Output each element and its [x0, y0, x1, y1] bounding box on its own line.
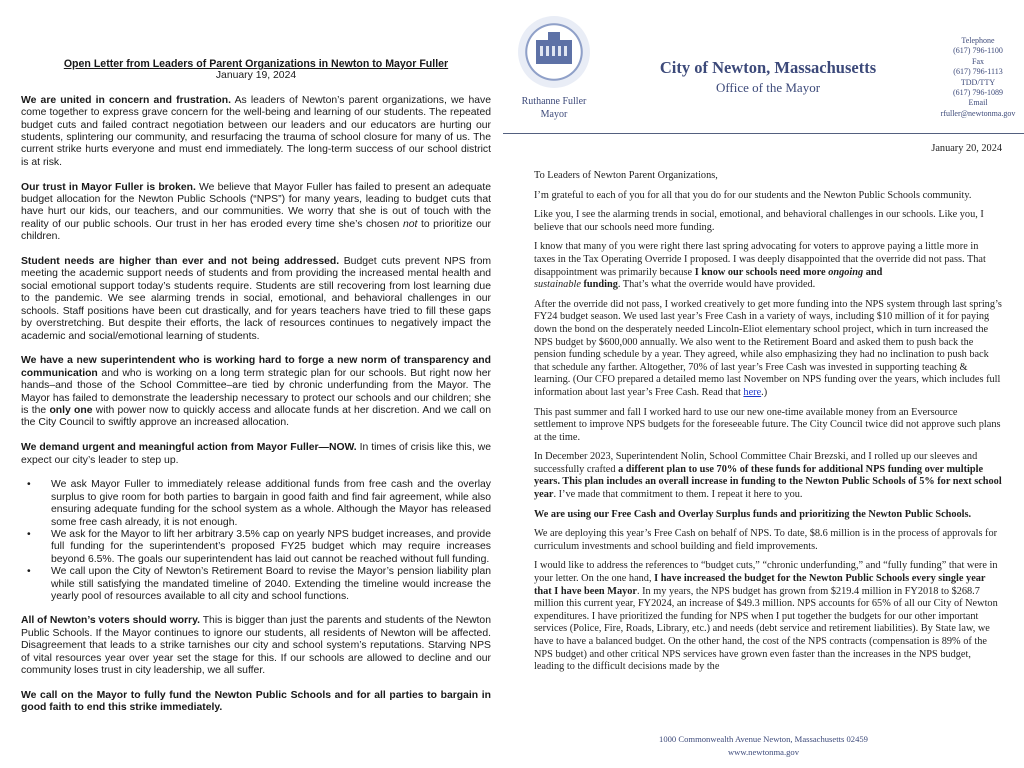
bold-text: I have increased the budget for the Newton Public Schools every single year that I have been Mayor — [534, 573, 986, 597]
office-title: Office of the Mayor — [715, 80, 821, 95]
open-letter-paragraph — [21, 615, 491, 677]
office-address: 1000 Commonwealth Avenue Newton, Massachusetts 02459 — [659, 734, 868, 744]
open-letter-paragraph — [21, 256, 491, 343]
letterhead-footer — [503, 733, 1024, 759]
contact-label: Telephone — [961, 36, 995, 45]
demands-list — [21, 479, 491, 603]
letter-paragraph — [534, 299, 1002, 400]
tdd-number: (617) 796-1089 — [953, 88, 1003, 98]
paragraph-text: After the override did not pass, I worked creatively to get more funding into the NPS system through last spring’s FY24 budget season. We used last year’s Free Cash in a variety of ways, including $10 million of it for paying down the bond on the desperately needed Lincoln-Eliot elementary school project, which in turn increased the NPS budget by $600,000 annually. We also went to the Retirement Board and asked them to push back the pension funding schedule by a year. They agreed, while also emphasizing they had no inclination to push back that schedule any farther. Altogether, 70% of last year’s Free Cash was invested in supporting teaching & learning. (Our CFO prepared a detailed memo last November on NPS funding over the years, which includes full information about last year’s Free Cash. Read that — [534, 298, 1002, 398]
paragraph-lead: We call on the Mayor to fully fund the Newton Public Schools and for all parties to bargain in good faith to end this strike immediately. — [21, 689, 491, 714]
contact-label: Fax — [972, 56, 984, 66]
paragraph-text: In times of crisis like this, we expect our city’s leader to step up. — [21, 442, 491, 466]
fax-number: (617) 796-1113 — [953, 67, 1003, 77]
open-letter-closing — [21, 690, 491, 715]
city-seal-icon — [518, 16, 590, 88]
email-address: rfuller@newtonma.gov — [940, 108, 1016, 118]
letter-paragraph — [534, 451, 1002, 501]
paragraph-text: with power now to quickly access and allocate funds at her discretion. And we call on the City Council to swiftly approve an increased allocation. — [21, 404, 491, 429]
paragraph-text: In December 2023, Superintendent Nolin, School Committee Chair Brezski, and I rolled up our sleeves and successfully crafted — [534, 451, 978, 475]
paragraph-text: .) — [761, 386, 768, 398]
letter-paragraph — [534, 241, 1002, 291]
open-letter-paragraph — [21, 355, 491, 429]
salutation: To Leaders of Newton Parent Organizations, — [534, 170, 718, 181]
letterhead-divider — [503, 133, 1024, 134]
contact-label: TDD/TTY — [960, 77, 996, 87]
paragraph-text: Budget cuts prevent NPS from meeting the academic support needs of students and from providing the increased mental health and social emotional support today’s students require. Students are still recovering from lost learning due to the pandemic. We see alarming trends in social, emotional, and behavioral challenges in our schools. Staff positions have been cut drastically, and for years teachers have tried to fill these gaps by overstretching. But despite their efforts, the lack of resources continues to negatively impact the academic and social/emotional learning of students. — [21, 256, 492, 342]
open-letter-title: Open Letter from Leaders of Parent Organizations in Newton to Mayor Fuller — [63, 58, 449, 70]
bold-text: a different plan to use 70% of these funds for additional NPS funding over multiple years. This plan includes an overall increase in funding to the Newton Public Schools of 5% for next school year — [534, 463, 1002, 501]
bold-text: and — [863, 266, 883, 278]
letter-paragraph — [534, 560, 1002, 673]
bold-text: only one — [49, 404, 93, 416]
paragraph-lead: All of Newton’s voters should worry. — [21, 615, 200, 627]
paragraph-text: . I’ve made that commitment to them. I repeat it here to you. — [553, 489, 803, 501]
letter-paragraph: This past summer and fall I worked hard to use our new one-time available money from an Eversource settlement to improve NPS budgets for the foreseeable future. The City Council twice did not approve such plans at the time. — [534, 406, 1001, 443]
mayor-letter — [503, 0, 1024, 768]
paragraph-text: This is bigger than just the parents and students of the Newton Public Schools. If the Mayor continues to ignore our students, all residents of Newton will be affected. Disagreement that leads to a strike tarnishes our city and school system’s reputations. Starving NPS of vital resources year over year set the stage for this. If our schools are allowed to decline and our community loses trust in city leadership, we all suffer. — [21, 615, 491, 677]
bold-text: We are using our Free Cash and Overlay Surplus funds and prioritizing the Newton Public Schools. — [534, 508, 972, 520]
paragraph-lead: Our trust in Mayor Fuller is broken. — [21, 181, 196, 193]
letter-paragraph: We are deploying this year’s Free Cash on behalf of NPS. To date, $8.6 million is in the process of approvals for curriculum investments and school building and field improvements. — [534, 528, 998, 552]
emphasis-text: not — [403, 218, 418, 230]
paragraph-text: We believe that Mayor Fuller has failed to present an adequate budget allocation for the Newton Public Schools (“NPS”) for many years, leading to budget cuts that have hurt our kids, our teachers, and our communities. We worry that she is out of touch with the reality of our public schools. Our trust in her has eroded every time she’s chosen — [21, 181, 491, 230]
paragraph-text: As leaders of Newton’s parent organizations, we have come together to express grave concern for the well-being and learning of our students. The repeated budget cuts and failed contract negotiation between our leaders and our educators are hurting our students, splintering our community, and resurfacing the trauma of school closure for many of us. The current strike hurts everyone and must end immediately. The long-term success of our school district is at risk. — [21, 94, 491, 168]
letter-paragraph — [534, 509, 1002, 522]
paragraph-text: . That’s what the override would have provided. — [617, 279, 816, 291]
mayor-name: Ruthanne Fuller — [521, 96, 587, 107]
cfo-memo-link[interactable]: here — [743, 386, 762, 398]
bold-text: I know our schools need more — [694, 266, 829, 278]
demand-item: • We call upon the City of Newton’s Retirement Board to revise the Mayor’s pension liability plan while still satisfying the mandated timeline of 2040. Extending the timeline would increase the yearly pool of resources available to all city and school functions. — [51, 566, 491, 603]
open-letter-paragraph — [21, 95, 491, 169]
letter-paragraph: I’m grateful to each of you for all that you do for our students and the Newton Public Schools community. — [534, 189, 972, 201]
bold-text: funding — [580, 279, 618, 291]
paragraph-text: to prioritize our children. — [21, 218, 491, 243]
demand-item: • We ask for the Mayor to lift her arbitrary 3.5% cap on yearly NPS budget increases, and provide full funding for the superintendent’s proposed FY25 budget which may require increases beyond 6.5%. The goals our superintendent has laid out cannot be reached without full funding. — [51, 529, 491, 566]
paragraph-text: I know that many of you were right there last spring advocating for voters to approve paying a little more in taxes in the Tax Operating Override I proposed. I was deeply disappointed that the override did not pass. That disappointment was primarily because — [534, 241, 986, 278]
letter-body — [534, 170, 1002, 681]
paragraph-text: . In my years, the NPS budget has grown from $219.4 million in FY2018 to $268.7 million this current year, FY2024, an increase of $49.3 million. NPS accounts for 65% of all our City of Newton expenditures. I have prioritized the funding for NPS when I put together the budgets for our other important services (Police, Fire, Roads, Library, etc.) and needs (debt service and retirement liabilities). By State law, we have to have a balanced budget. On the other hand, the cost of the NPS contracts (compensation is 89% of the NPS budget) and other critical NPS services have grown even faster than the increases in the NPS budget, leading to the difficult decisions made by the — [534, 585, 998, 673]
emphasis-text: ongoing — [828, 266, 864, 278]
paragraph-text: and who is working on a long term strategic plan for our schools. But right now her hands–and those of the School Committee–are tied by chronic underfunding from the Mayor. The Mayor has failed to demonstrate the leadership necessary to protect our schools and our children; she is the — [21, 367, 491, 416]
mayor-signature-block — [503, 95, 605, 121]
mayor-title: Mayor — [540, 109, 568, 120]
paragraph-lead: We are united in concern and frustration. — [21, 94, 232, 106]
open-letter-date: January 19, 2024 — [215, 70, 297, 82]
contact-label: Email — [968, 98, 988, 108]
paragraph-lead: Student needs are higher than ever and not being addressed. — [21, 256, 340, 268]
demand-item: • We ask Mayor Fuller to immediately release additional funds from free cash and the overlay surplus to give room for both parties to bargain in good faith and find fair agreement, while also ensuring adequate funding for the school system as a whole. Although the Mayor has released some free cash already, it is not enough. — [51, 479, 491, 529]
telephone-number: (617) 796-1100 — [953, 46, 1003, 56]
contact-block — [935, 36, 1021, 119]
city-title: City of Newton, Massachusetts — [659, 58, 877, 77]
open-letter-paragraph — [21, 442, 491, 467]
letter-date: January 20, 2024 — [931, 143, 1002, 154]
open-letter-paragraph — [21, 182, 491, 244]
paragraph-lead: We demand urgent and meaningful action from Mayor Fuller—NOW. — [21, 442, 357, 454]
city-hall-icon — [536, 40, 572, 64]
paragraph-text: I would like to address the references to “budget cuts,” “chronic underfunding,” and “fully funding” that were in your letter. On the one hand, — [534, 560, 998, 585]
emphasis-text: sustainable — [534, 279, 581, 291]
letter-paragraph: Like you, I see the alarming trends in social, emotional, and behavioral challenges in our schools. Like you, I believe that our schools need more funding. — [534, 209, 984, 233]
website-link[interactable]: www.newtonma.gov — [727, 747, 800, 757]
paragraph-lead: We have a new superintendent who is working hard to forge a new norm of transparency and communication — [21, 355, 491, 379]
open-letter — [21, 58, 491, 727]
